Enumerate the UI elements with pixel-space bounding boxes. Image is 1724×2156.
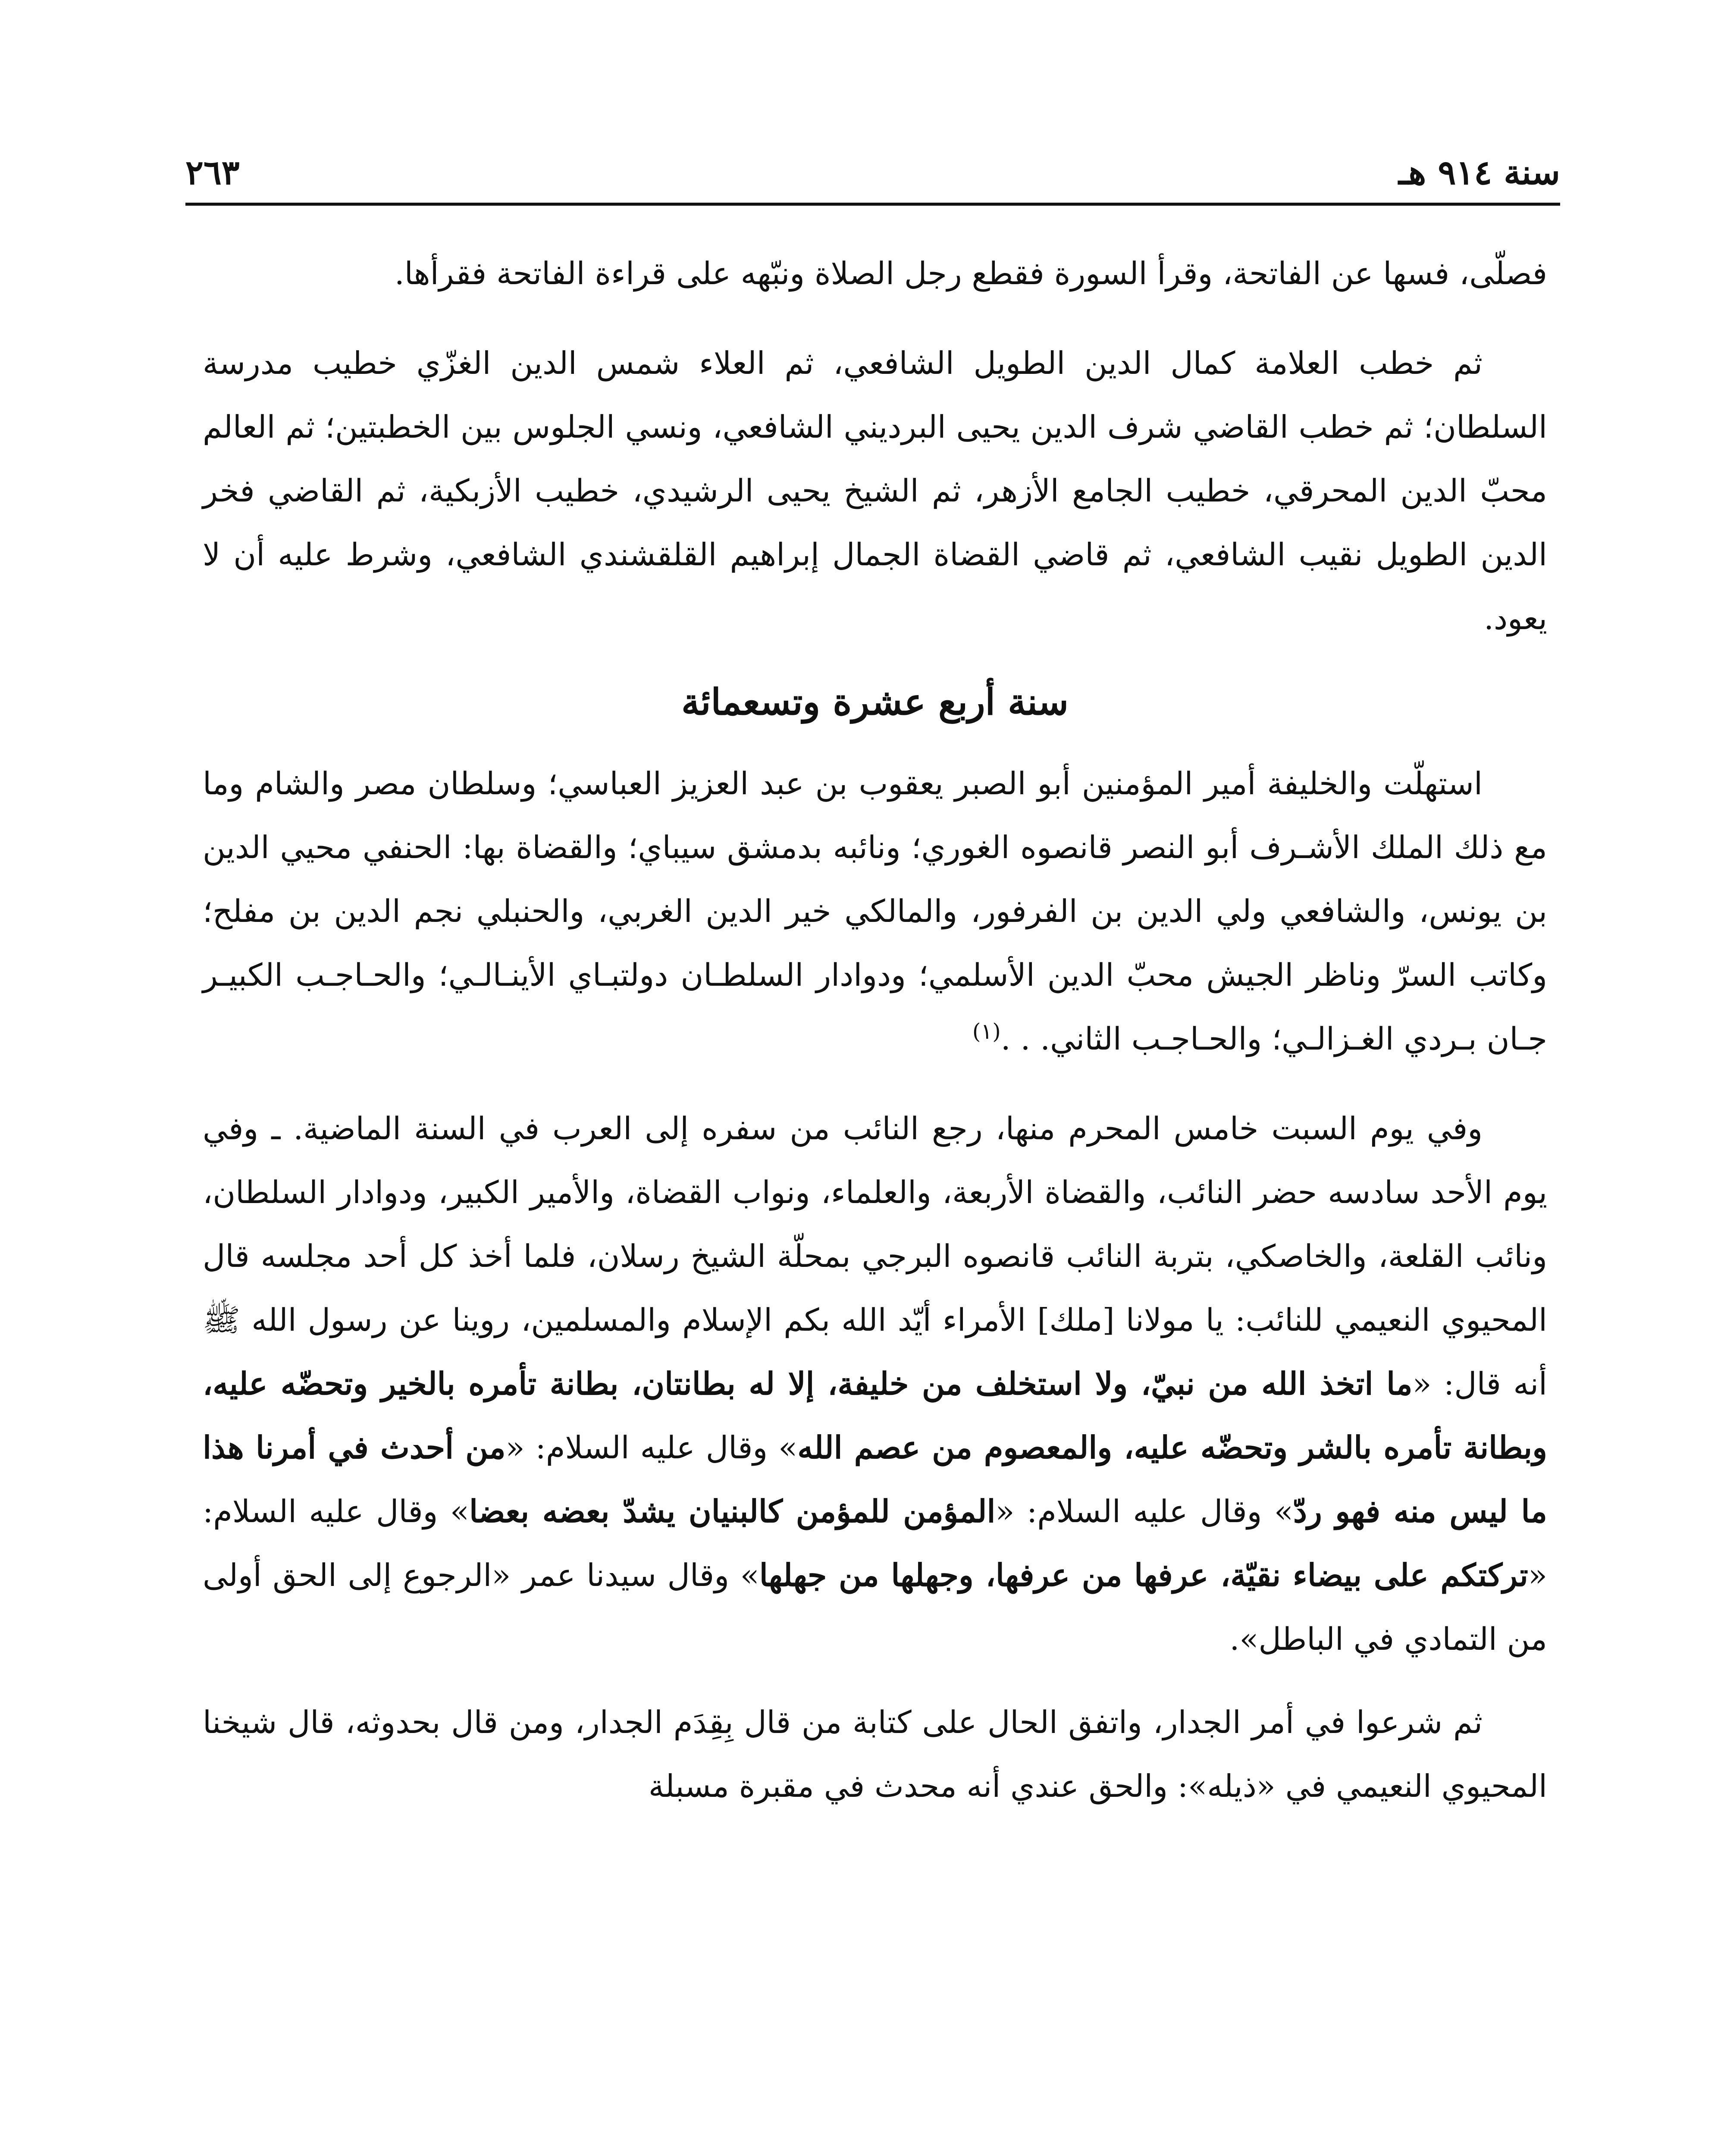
hadith-quote-1: ما اتخذ الله من نبيّ، ولا استخلف من خليفة، إلا له بطانتان، بطانة تأمره بالخير وتحضّه عليه، وبطانة تأمره بالشر وتحضّه عليه، والمعصوم من عصم الله (203, 1365, 1547, 1466)
paragraph-3 (203, 752, 1547, 1071)
paragraph-5: ثم شرعوا في أمر الجدار، واتفق الحال على كتابة من قال بِقِدَم الجدار، ومن قال بحدوثه، قال شيخنا المحيوي النعيمي في «ذيله»: والحق عندي أنه محدث في مقبرة مسبلة (203, 1704, 1547, 1804)
paragraph-4 (203, 1097, 1547, 1671)
chapter-title: سنة ٩١٤ هـ (1398, 153, 1560, 192)
running-header (185, 142, 1560, 190)
hadith-quote-4: تركتكم على بيضاء نقيّة، عرفها من عرفها، وجهلها من جهلها (759, 1557, 1528, 1593)
hadith-quote-2: من أحدث في أمرنا هذا ما ليس منه فهو ردّ (203, 1429, 1547, 1529)
paragraph-2: ثم خطب العلامة كمال الدين الطويل الشافعي، ثم العلاء شمس الدين الغزّي خطيب مدرسة السلطان؛ ثم خطب القاضي شرف الدين يحيى البرديني الشافعي، ونسي الجلوس بين الخطبتين؛ ثم العالم محبّ الدين المحرقي، خطيب الجامع الأزهر، ثم الشيخ يحيى الرشيدي، خطيب الأزبكية، ثم القاضي فخر الدين الطويل نقيب الشافعي، ثم قاضي القضاة الجمال إبراهيم القلقشندي الشافعي، وشرط عليه أن لا يعود. (203, 345, 1547, 636)
paragraph-1: فصلّى، فسها عن الفاتحة، وقرأ السورة فقطع رجل الصلاة ونبّهه على قراءة الفاتحة فقرأها. (394, 255, 1547, 291)
header-rule (185, 203, 1560, 206)
paragraph-4-text-a: وفي يوم السبت خامس المحرم منها، رجع النائب من سفره إلى العرب في السنة الماضية. ـ وفي يوم الأحد سادسه حضر النائب، والقضاة الأربعة، والعلماء، ونواب القضاة، والأمير الكبير، ودوادار السلطان، ونائب القلعة، والخاصكي، بتربة النائب قانصوه البرجي بمحلّة الشيخ رسلان، فلما أخذ كل أحد مجلسه قال المحيوي النعيمي للنائب: يا مولانا [ملك] الأمراء أيّد الله بكم الإسلام والمسلمين، روينا عن رسول الله ﷺ أنه قال: « (203, 1110, 1547, 1402)
paragraph-4-text-c: » وقال عليه السلام: « (505, 1429, 798, 1466)
main-text (203, 241, 1547, 1837)
paragraph-3-text: استهلّت والخليفة أمير المؤمنين أبو الصبر يعقوب بن عبد العزيز العباسي؛ وسلطان مصر والشام وما مع ذلك الملك الأشـرف أبو النصر قانصوه الغوري؛ ونائبه بدمشق سيباي؛ والقضاة بها: الحنفي محيي الدين بن يونس، والشافعي ولي الدين بن الفرفور، والمالكي خير الدين الغربي، والحنبلي نجم الدين بن مفلح؛ وكاتب السرّ وناظر الجيش محبّ الدين الأسلمي؛ ودوادار السلطـان دولتبـاي الأينـالـي؛ والحـاجـب الكبيـر جـان بـردي الغـزالـي؛ والحـاجـب الثاني. . . (203, 765, 1547, 1057)
section-title: سنة أربع عشرة وتسعمائة (681, 680, 1069, 723)
paragraph-4-text-i: » وقال سيدنا عمر «الرجوع إلى الحق أولى من التمادي في الباطل». (203, 1557, 1547, 1657)
footnote-reference: (١) (972, 1019, 1001, 1044)
hadith-quote-3: المؤمن للمؤمن كالبنيان يشدّ بعضه بعضا (469, 1493, 996, 1529)
page-number: ٢٦٣ (185, 153, 240, 192)
paragraph-4-text-e: » وقال عليه السلام: « (995, 1493, 1293, 1529)
paragraph-4-text-g: » وقال عليه السلام: « (203, 1493, 1547, 1593)
